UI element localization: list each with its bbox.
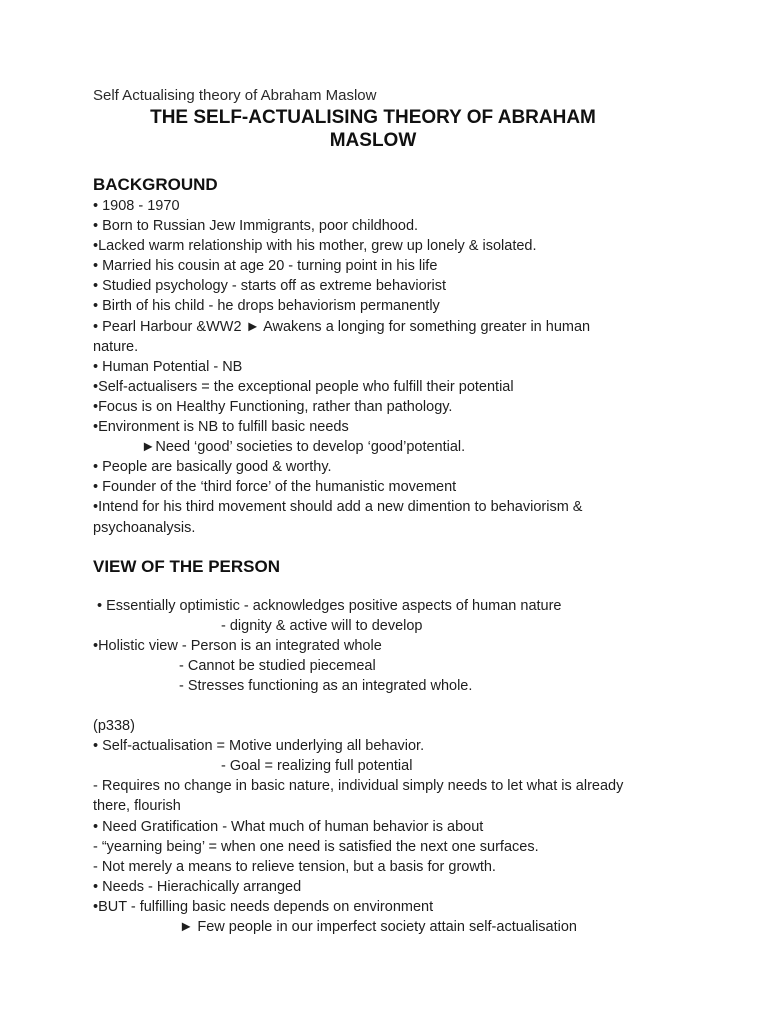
text-line: - dignity & active will to develop (221, 617, 423, 634)
text-line: •Environment is NB to fulfill basic needs (93, 419, 349, 436)
document-page (93, 86, 683, 937)
text-line: •Focus is on Healthy Functioning, rather than pathology. (93, 398, 453, 415)
text-line: •Lacked warm relationship with his mother, grew up lonely & isolated. (93, 238, 537, 255)
text-line: • Needs - Hierachically arranged (93, 878, 302, 895)
text-line: • Pearl Harbour &WW2 ► Awakens a longing for something greater in human (93, 318, 591, 335)
text-line: ►Need ‘good’ societies to develop ‘good’potential. (141, 439, 466, 456)
text-line: •Holistic view - Person is an integrated whole (93, 637, 382, 654)
text-line: • Self-actualisation = Motive underlying all behavior. (93, 738, 425, 755)
text-line: - Stresses functioning as an integrated whole. (179, 677, 473, 694)
text-line: • Founder of the ‘third force’ of the humanistic movement (93, 479, 457, 496)
text-line: ► Few people in our imperfect society attain self-actualisation (179, 919, 577, 935)
text-line: • People are basically good & worthy. (93, 459, 332, 476)
text-line: - Requires no change in basic nature, individual simply needs to let what is already (93, 778, 624, 795)
main-heading-line-1: THE SELF-ACTUALISING THEORY OF ABRAHAM (150, 107, 596, 128)
section-heading-background: BACKGROUND (93, 175, 218, 194)
text-line: nature. (93, 338, 139, 355)
section-heading-view-of-the-person: VIEW OF THE PERSON (93, 556, 281, 576)
text-line: (p338) (93, 718, 135, 735)
text-line: - “yearning being’ = when one need is satisfied the next one surfaces. (93, 838, 539, 855)
main-heading (63, 106, 683, 152)
view-section (93, 596, 683, 938)
text-line: • Birth of his child - he drops behaviorism permanently (93, 298, 440, 315)
text-line: • Studied psychology - starts off as extreme behaviorist (93, 278, 446, 295)
text-line: • 1908 - 1970 (93, 198, 180, 214)
text-line: • Essentially optimistic - acknowledges positive aspects of human nature (93, 597, 562, 614)
text-line: there, flourish (93, 798, 181, 815)
text-line: • Born to Russian Jew Immigrants, poor childhood. (93, 218, 419, 235)
main-heading-line-2: MASLOW (329, 130, 417, 151)
text-line: - Not merely a means to relieve tension, but a basis for growth. (93, 858, 496, 875)
background-section (93, 196, 683, 538)
blank-line (93, 696, 683, 716)
text-line: •Intend for his third movement should add a new dimention to behaviorism & (93, 499, 583, 516)
text-line: •Self-actualisers = the exceptional people who fulfill their potential (93, 378, 514, 395)
text-line: - Goal = realizing full potential (221, 758, 413, 775)
text-line: • Human Potential - NB (93, 358, 243, 375)
text-line: •BUT - fulfilling basic needs depends on environment (93, 898, 434, 915)
text-line: - Cannot be studied piecemeal (179, 657, 376, 674)
text-line: • Married his cousin at age 20 - turning point in his life (93, 258, 438, 275)
document-title: Self Actualising theory of Abraham Maslow (93, 87, 377, 104)
text-line: psychoanalysis. (93, 519, 196, 536)
text-line: • Need Gratification - What much of human behavior is about (93, 818, 484, 835)
